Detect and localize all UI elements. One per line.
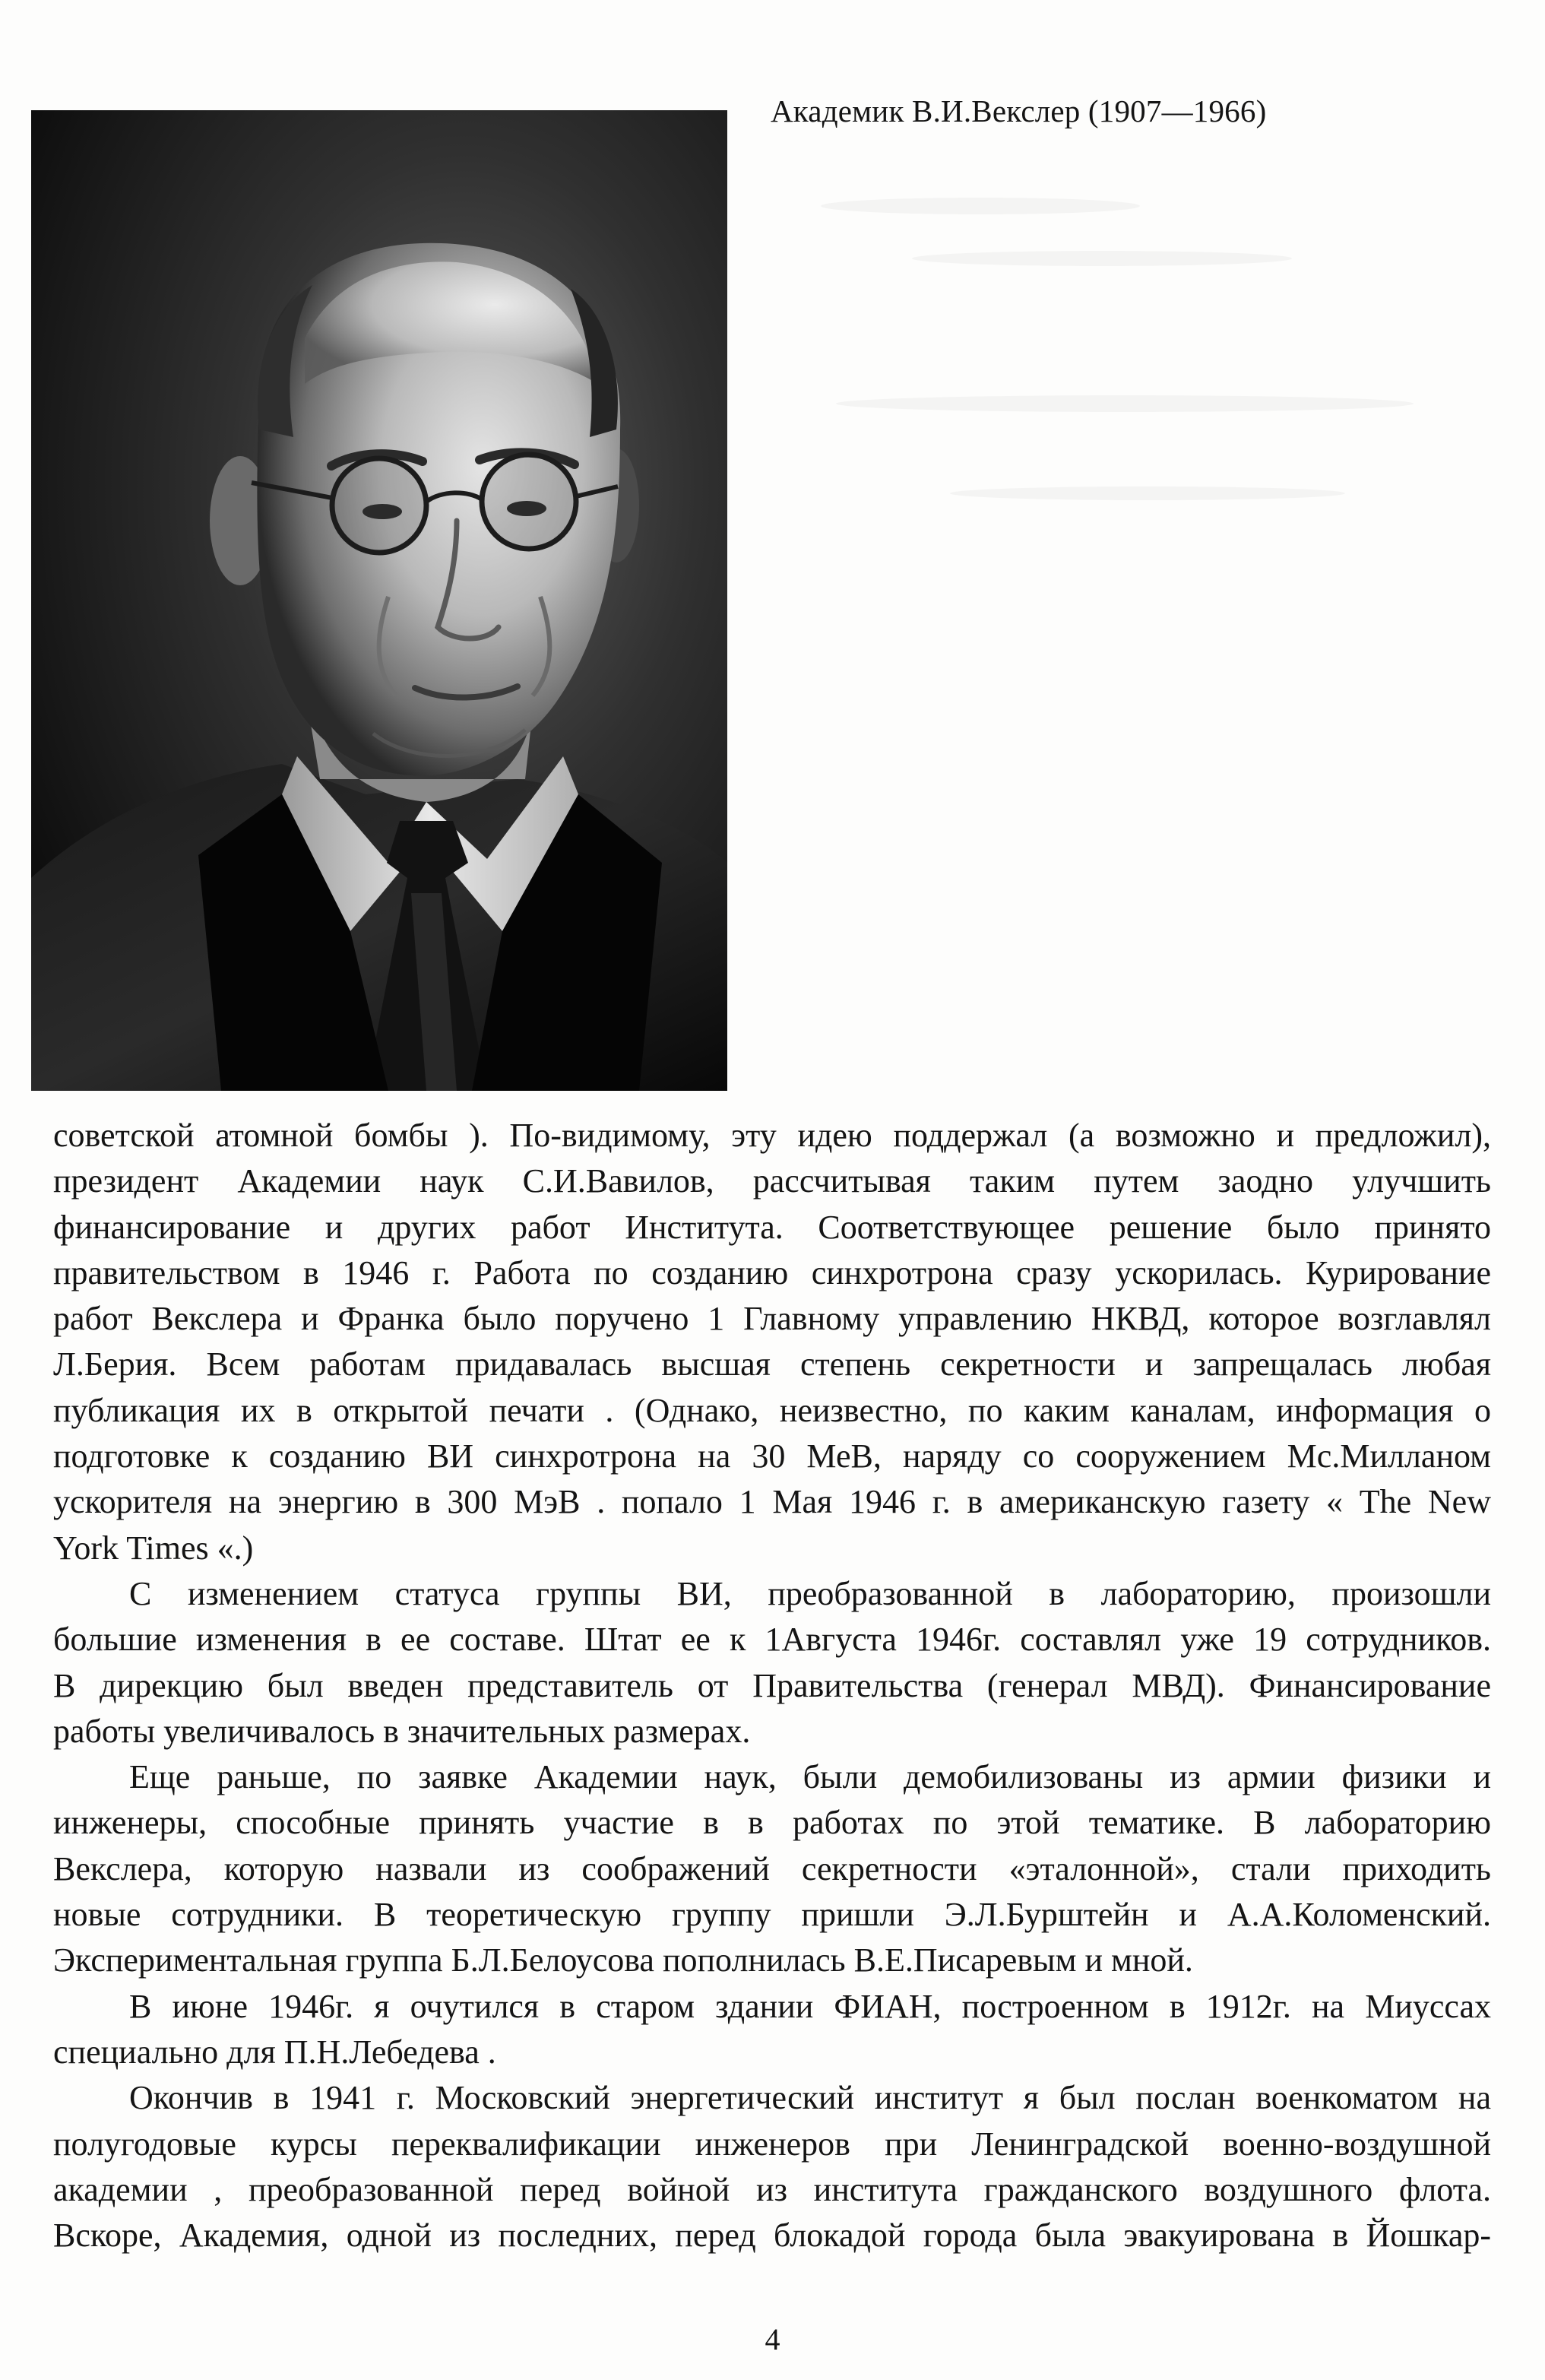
text-line: подготовке к созданию ВИ синхротрона на 30 МеВ, наряду со сооружением Мс.Милланом bbox=[53, 1437, 1491, 1475]
text-line: правительством в 1946 г. Работа по созданию синхротрона сразу ускорилась. Курирование bbox=[53, 1253, 1491, 1291]
text-line: Экспериментальная группа Б.Л.Белоусова пополнилась В.Е.Писаревым и мной. bbox=[53, 1941, 1193, 1979]
portrait-photo-icon bbox=[31, 110, 727, 1091]
paragraph-start: Еще раньше, по заявке Академии наук, были демобилизованы из армии физики и bbox=[129, 1758, 1491, 1796]
paragraph-start: В июне 1946г. я очутился в старом здании ФИАН, построенном в 1912г. на Миуссах bbox=[129, 1987, 1491, 2025]
photo-caption: Академик В.И.Векслер (1907—1966) bbox=[771, 93, 1267, 128]
text-line: президент Академии наук С.И.Вавилов, рассчитывая таким путем заодно улучшить bbox=[53, 1162, 1491, 1200]
paragraph-start: Окончив в 1941 г. Московский энергетический институт я был послан военкоматом на bbox=[129, 2079, 1491, 2117]
text-line: Векслера, которую назвали из соображений секретности «эталонной», стали приходить bbox=[53, 1849, 1491, 1887]
text-line: ускорителя на энергию в 300 МэВ . попало 1 Мая 1946 г. в американскую газету « The New bbox=[53, 1483, 1491, 1521]
text-line: новые сотрудники. В теоретическую группу пришли Э.Л.Бурштейн и А.А.Коломенский. bbox=[53, 1896, 1491, 1934]
text-line: работ Векслера и Франка было поручено 1 Главному управлению НКВД, которое возглавлял bbox=[53, 1300, 1491, 1338]
portrait-photo bbox=[31, 110, 727, 1091]
body-text bbox=[53, 1113, 1491, 2258]
text-line: специально для П.Н.Лебедева . bbox=[53, 2033, 496, 2071]
text-line: Вскоре, Академия, одной из последних, перед блокадой города была эвакуирована в Йошкар- bbox=[53, 2217, 1491, 2255]
text-line: советской атомной бомбы ). По-видимому, эту идею поддержал (а возможно и предложил), bbox=[53, 1117, 1491, 1154]
paragraph-start: С изменением статуса группы ВИ, преобразованной в лабораторию, произошли bbox=[129, 1574, 1491, 1612]
text-line: академии , преобразованной перед войной из института гражданского воздушного флота. bbox=[53, 2170, 1491, 2208]
text-line: полугодовые курсы переквалификации инженеров при Ленинградской военно-воздушной bbox=[53, 2125, 1491, 2163]
text-line: York Times «.) bbox=[53, 1529, 254, 1567]
text-line: Л.Берия. Всем работам придавалась высшая степень секретности и запрещалась любая bbox=[53, 1345, 1491, 1383]
text-line: большие изменения в ее составе. Штат ее к 1Августа 1946г. составлял уже 19 сотрудников. bbox=[53, 1621, 1491, 1659]
text-line: В дирекцию был введен представитель от Правительства (генерал МВД). Финансирование bbox=[53, 1666, 1491, 1704]
text-line: инженеры, способные принять участие в в работах по этой тематике. В лабораторию bbox=[53, 1804, 1491, 1842]
text-line: финансирование и других работ Института. Соответствующее решение было принято bbox=[53, 1208, 1491, 1246]
page-number: 4 bbox=[765, 2322, 780, 2356]
text-line: работы увеличивалось в значительных размерах. bbox=[53, 1712, 751, 1750]
text-line: публикация их в открытой печати . (Однако, неизвестно, по каким каналам, информация о bbox=[53, 1391, 1491, 1429]
